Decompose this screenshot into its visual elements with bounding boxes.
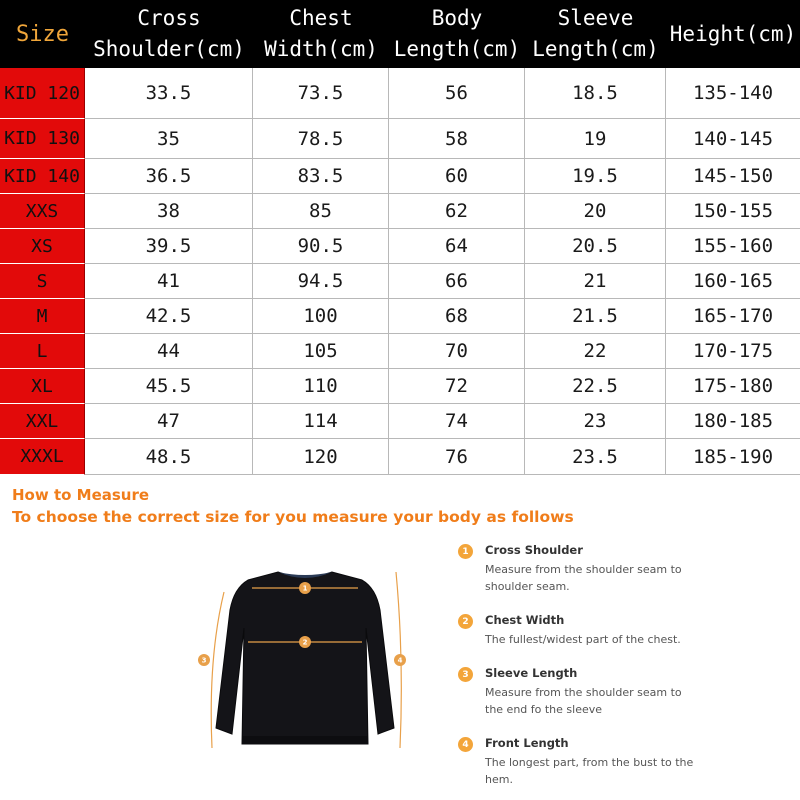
header-line: Height(cm) [669,21,797,46]
step-description: Measure from the shoulder seam to the end fo the sleeve [485,686,682,716]
body-length-cell: 70 [389,334,525,369]
table-row [0,334,800,369]
header-cross-shoulder [85,0,253,68]
cross-shoulder-cell: 48.5 [85,439,253,475]
sleeve-length-cell: 20.5 [525,229,666,264]
chest-width-cell: 85 [253,194,389,229]
how-to-measure-title: How to Measure [12,486,150,504]
height-cell: 165-170 [666,299,800,334]
header-chest-width [253,0,389,68]
cross-shoulder-cell: 45.5 [85,369,253,404]
marker-3-label: 3 [201,656,207,665]
chest-width-cell: 100 [253,299,389,334]
height-cell: 175-180 [666,369,800,404]
size-cell: KID 140 [0,159,85,194]
size-cell: XS [0,229,85,264]
step-title: Front Length [485,736,569,750]
header-line: Length(cm) [532,37,659,61]
sleeve-length-cell: 21 [525,264,666,299]
size-cell: L [0,334,85,369]
cross-shoulder-cell: 47 [85,404,253,439]
table-row [0,194,800,229]
header-height [666,0,800,68]
sleeve-length-cell: 23 [525,404,666,439]
body-length-cell: 66 [389,264,525,299]
size-cell: M [0,299,85,334]
table-row [0,68,800,119]
step-number-badge: 2 [458,614,473,629]
chest-width-cell: 90.5 [253,229,389,264]
body-length-cell: 72 [389,369,525,404]
cross-shoulder-cell: 42.5 [85,299,253,334]
table-row [0,404,800,439]
header-line: Width(cm) [264,37,378,61]
chest-width-cell: 105 [253,334,389,369]
body-length-cell: 76 [389,439,525,475]
header-line: Chest [289,6,353,30]
height-cell: 185-190 [666,439,800,475]
cross-shoulder-cell: 39.5 [85,229,253,264]
height-cell: 170-175 [666,334,800,369]
header-line: Shoulder(cm) [93,37,245,61]
height-cell: 135-140 [666,68,800,119]
header-line: Sleeve [557,6,634,30]
table-row [0,159,800,194]
table-row [0,229,800,264]
body-length-cell: 68 [389,299,525,334]
sleeve-length-cell: 23.5 [525,439,666,475]
body-length-cell: 74 [389,404,525,439]
table-row [0,119,800,159]
size-cell: XXS [0,194,85,229]
body-length-cell: 56 [389,68,525,119]
cross-shoulder-cell: 38 [85,194,253,229]
step-description: The fullest/widest part of the chest. [485,633,681,646]
marker-1-label: 1 [302,584,308,593]
body-length-cell: 58 [389,119,525,159]
header-line: Length(cm) [393,37,521,61]
marker-2-label: 2 [302,638,308,647]
sleeve-length-cell: 19 [525,119,666,159]
chest-width-cell: 110 [253,369,389,404]
size-cell: S [0,264,85,299]
table-row [0,299,800,334]
body-length-cell: 64 [389,229,525,264]
header-size-line: Size [16,21,69,47]
step-number-badge: 4 [458,737,473,752]
size-cell: XXL [0,404,85,439]
header-line: Body [431,6,483,30]
step-description: The longest part, from the bust to the hem. [485,756,694,786]
height-cell: 155-160 [666,229,800,264]
table-row [0,264,800,299]
height-cell: 145-150 [666,159,800,194]
header-body-length [389,0,525,68]
sleeve-length-cell: 22 [525,334,666,369]
sleeve-length-cell: 18.5 [525,68,666,119]
height-cell: 160-165 [666,264,800,299]
sleeve-length-cell: 22.5 [525,369,666,404]
cross-shoulder-cell: 35 [85,119,253,159]
header-sleeve-length [525,0,666,68]
chest-width-cell: 114 [253,404,389,439]
size-cell: KID 130 [0,119,85,159]
chest-width-cell: 94.5 [253,264,389,299]
step-description: Measure from the shoulder seam to shoulder seam. [485,563,682,593]
cross-shoulder-cell: 41 [85,264,253,299]
step-number-badge: 3 [458,667,473,682]
sweater-icon [190,558,420,758]
sleeve-length-cell: 21.5 [525,299,666,334]
size-cell: XL [0,369,85,404]
step-title: Cross Shoulder [485,543,583,557]
table-row [0,439,800,475]
body-length-cell: 60 [389,159,525,194]
chest-width-cell: 120 [253,439,389,475]
cross-shoulder-cell: 36.5 [85,159,253,194]
body-length-cell: 62 [389,194,525,229]
chest-width-cell: 73.5 [253,68,389,119]
size-cell: KID 120 [0,68,85,119]
cross-shoulder-cell: 33.5 [85,68,253,119]
marker-4-label: 4 [397,656,403,665]
step-title: Chest Width [485,613,565,627]
step-title: Sleeve Length [485,666,578,680]
height-cell: 180-185 [666,404,800,439]
size-cell: XXXL [0,439,85,475]
sleeve-length-cell: 20 [525,194,666,229]
chest-width-cell: 83.5 [253,159,389,194]
table-row [0,369,800,404]
header-line: Cross [137,6,201,30]
height-cell: 140-145 [666,119,800,159]
how-to-measure-subtitle: To choose the correct size for you measure your body as follows [12,508,574,526]
step-number-badge: 1 [458,544,473,559]
cross-shoulder-cell: 44 [85,334,253,369]
header-size [0,0,85,68]
height-cell: 150-155 [666,194,800,229]
sleeve-length-cell: 19.5 [525,159,666,194]
chest-width-cell: 78.5 [253,119,389,159]
